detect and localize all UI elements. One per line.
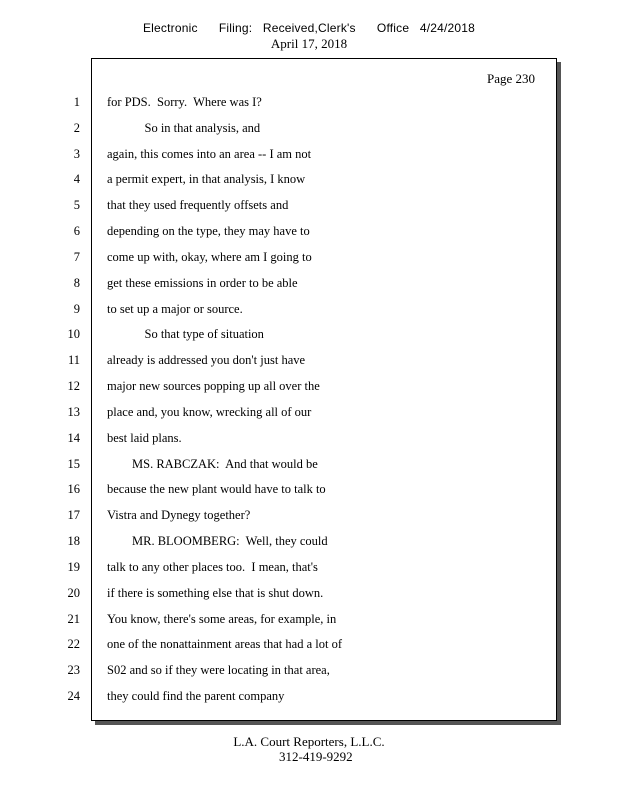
line-text: MR. BLOOMBERG: Well, they could	[107, 534, 328, 549]
line-text: come up with, okay, where am I going to	[107, 249, 312, 264]
line-text: You know, there's some areas, for example, in	[107, 611, 337, 626]
line-text: one of the nonattainment areas that had a lot of	[107, 637, 342, 652]
transcript-line	[0, 634, 600, 654]
line-number: 14	[67, 430, 80, 445]
line-number: 1	[73, 95, 80, 109]
transcript-line	[0, 428, 600, 448]
line-number: 2	[73, 120, 80, 135]
transcript-line	[0, 92, 600, 112]
line-number: 22	[67, 637, 80, 652]
line-text: already is addressed you don't just have	[107, 353, 306, 368]
line-number: 10	[67, 327, 80, 342]
transcript-line	[0, 195, 600, 215]
line-text: MS. RABCZAK: And that would be	[107, 456, 318, 471]
line-text: a permit expert, in that analysis, I know	[107, 172, 306, 187]
reporter-phone: 312-419-9292	[279, 749, 353, 764]
page-number: Page 230	[487, 71, 536, 86]
transcript-line	[0, 324, 600, 344]
line-number: 3	[73, 146, 80, 161]
line-number: 20	[67, 585, 80, 600]
line-text: depending on the type, they may have to	[107, 224, 310, 239]
transcript-line	[0, 660, 600, 680]
line-text: for PDS. Sorry. Where was I?	[107, 95, 262, 109]
line-text: major new sources popping up all over the	[107, 379, 320, 394]
line-number: 9	[73, 301, 80, 316]
line-number: 16	[67, 482, 80, 497]
line-text: again, this comes into an area -- I am not	[107, 146, 312, 161]
line-text: because the new plant would have to talk to	[107, 482, 326, 497]
transcript-line	[0, 273, 600, 293]
transcript-line	[0, 557, 600, 577]
line-number: 12	[67, 379, 80, 394]
line-number: 24	[67, 689, 80, 704]
line-number: 6	[73, 224, 80, 239]
line-number: 19	[67, 559, 80, 574]
transcript-line	[0, 583, 600, 603]
filing-stamp: Electronic Filing: Received,Clerk's Office 4/24/2018	[142, 21, 476, 35]
line-text: best laid plans.	[107, 430, 182, 445]
line-text: if there is something else that is shut down.	[107, 585, 324, 600]
transcript-line	[0, 609, 600, 629]
transcript-line	[0, 531, 600, 551]
transcript-line	[0, 686, 600, 706]
line-text: that they used frequently offsets and	[107, 198, 289, 213]
line-text: So that type of situation	[107, 327, 264, 342]
line-number: 13	[67, 404, 80, 419]
line-number: 11	[67, 353, 80, 368]
transcript-line	[0, 376, 600, 396]
line-text: S02 and so if they were locating in that area,	[107, 663, 330, 678]
line-number: 7	[73, 249, 80, 264]
line-number: 5	[73, 198, 80, 213]
line-text: Vistra and Dynegy together?	[107, 508, 251, 523]
transcript-line	[0, 454, 600, 474]
line-number: 17	[67, 508, 80, 523]
transcript-line	[0, 350, 600, 370]
line-text: talk to any other places too. I mean, that's	[107, 559, 318, 574]
line-number: 15	[67, 456, 80, 471]
reporter-company: L.A. Court Reporters, L.L.C.	[233, 734, 385, 749]
line-text: get these emissions in order to be able	[107, 275, 298, 290]
transcript-line	[0, 402, 600, 422]
transcript-line	[0, 221, 600, 241]
line-text: they could find the parent company	[107, 689, 285, 704]
transcript-line	[0, 169, 600, 189]
transcript-line	[0, 144, 600, 164]
line-text: to set up a major or source.	[107, 301, 243, 316]
transcript-line	[0, 505, 600, 525]
transcript-line	[0, 479, 600, 499]
line-number: 21	[67, 611, 80, 626]
line-text: So in that analysis, and	[107, 120, 261, 135]
line-number: 4	[73, 172, 80, 187]
line-number: 18	[67, 534, 80, 549]
transcript-date: April 17, 2018	[270, 36, 348, 51]
transcript-line	[0, 247, 600, 267]
transcript-line	[0, 299, 600, 319]
line-text: place and, you know, wrecking all of our	[107, 404, 312, 419]
line-number: 8	[73, 275, 80, 290]
transcript-line	[0, 118, 600, 138]
line-number: 23	[67, 663, 80, 678]
